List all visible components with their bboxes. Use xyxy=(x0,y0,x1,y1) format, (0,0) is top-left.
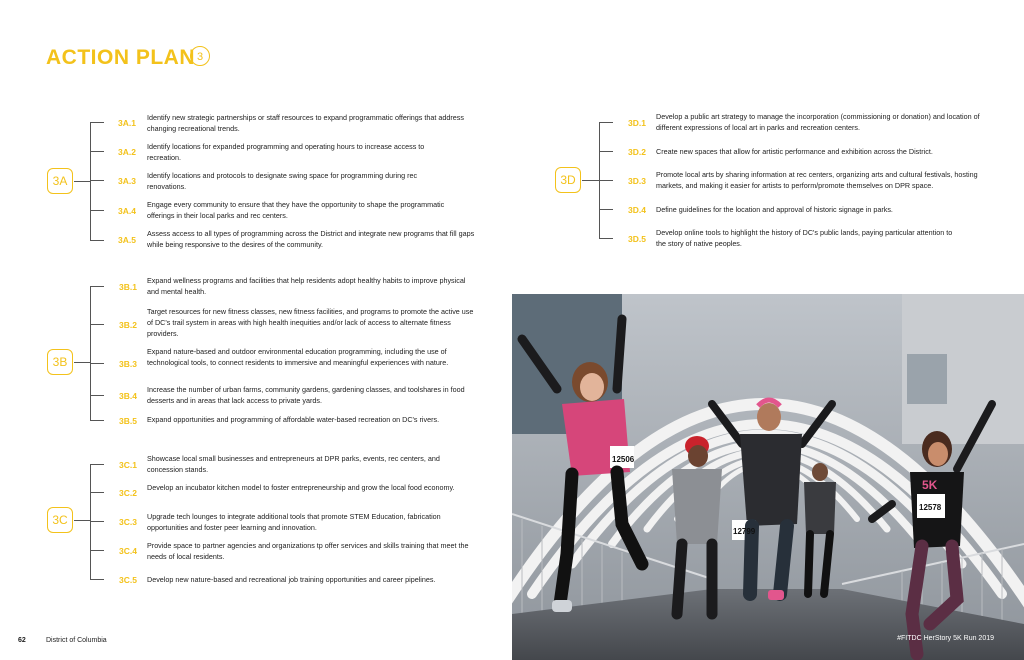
item-code: 3A.3 xyxy=(118,176,136,186)
item-text: Identify locations and protocols to designate swing space for programming during rec renovations. xyxy=(147,171,418,191)
section-badge-3d: 3D xyxy=(555,167,581,193)
item-code: 3A.4 xyxy=(118,206,136,216)
bracket-tick xyxy=(90,286,104,287)
item-text: Upgrade tech lounges to integrate additional tools that promote STEM Education, fabrication opportunities and foster peer learning and innovation. xyxy=(147,512,441,532)
bracket-line xyxy=(90,286,91,420)
item-text: Increase the number of urban farms, community gardens, gardening classes, and toolshares in food desserts and in areas that lack access to private yards. xyxy=(147,385,465,405)
section-badge-3c: 3C xyxy=(47,507,73,533)
item-text: Expand wellness programs and facilities that help residents adopt healthy habits to improve physical and mental health. xyxy=(147,276,466,296)
bracket-tick xyxy=(90,395,104,396)
page-number: 62 xyxy=(18,637,26,644)
item-text: Engage every community to ensure that they have the opportunity to shape the programmatic offerings in their local parks and rec centers. xyxy=(147,200,445,220)
page-title: ACTION PLAN xyxy=(46,46,195,69)
bracket-tick xyxy=(90,579,104,580)
bracket-tick xyxy=(90,122,104,123)
bracket-tick xyxy=(90,210,104,211)
item-code: 3D.3 xyxy=(628,176,646,186)
item-code: 3C.1 xyxy=(119,460,137,470)
item-text: Develop new nature-based and recreational job training opportunities and career pipelines. xyxy=(147,575,436,584)
bracket-connector xyxy=(74,181,90,182)
item-code: 3D.2 xyxy=(628,147,646,157)
item-text: Expand opportunities and programming of affordable water-based recreation on DC's rivers. xyxy=(147,415,440,424)
bracket-tick xyxy=(599,238,613,239)
bracket-tick xyxy=(90,464,104,465)
race-photo xyxy=(512,294,1024,660)
item-text: Target resources for new fitness classes, new fitness facilities, and programs to promote the active use of DC's trail system in areas with high health inequities and/or lack of access to alternate fitness providers. xyxy=(147,307,474,338)
item-code: 3A.1 xyxy=(118,118,136,128)
item-code: 3C.3 xyxy=(119,517,137,527)
section-badge-3b: 3B xyxy=(47,349,73,375)
bib-number-center: 12799 xyxy=(733,527,756,536)
bracket-connector xyxy=(74,520,90,521)
item-code: 3A.2 xyxy=(118,147,136,157)
item-code: 3B.1 xyxy=(119,282,137,292)
bib-number-right: 12578 xyxy=(919,503,942,512)
item-text: Provide space to partner agencies and organizations tp offer services and skills training that meet the needs of local residents. xyxy=(147,541,469,561)
item-code: 3B.2 xyxy=(119,320,137,330)
item-text: Showcase local small businesses and entrepreneurs at DPR parks, events, rec centers, and concession stands. xyxy=(147,454,440,474)
item-code: 3D.5 xyxy=(628,234,646,244)
footer-text: District of Columbia xyxy=(46,637,107,644)
item-code: 3C.2 xyxy=(119,488,137,498)
shirt-5k-text: 5K xyxy=(922,478,938,492)
bracket-connector xyxy=(74,362,90,363)
bracket-tick xyxy=(90,151,104,152)
item-text: Develop an incubator kitchen model to foster entrepreneurship and grow the local food economy. xyxy=(147,483,455,492)
item-code: 3C.4 xyxy=(119,546,137,556)
bracket-tick xyxy=(90,363,104,364)
item-code: 3D.1 xyxy=(628,118,646,128)
photo-caption: #FITDC HerStory 5K Run 2019 xyxy=(897,635,994,642)
bracket-tick xyxy=(90,550,104,551)
item-code: 3B.3 xyxy=(119,359,137,369)
item-text: Promote local arts by sharing information at rec centers, organizing arts and cultural festivals, hosting markets, and making it easier for artists to perform/promote themselves on DPR space. xyxy=(656,170,978,190)
section-number-badge: 3 xyxy=(190,46,210,66)
item-text: Develop online tools to highlight the history of DC's public lands, paying particular attention to the story of native peoples. xyxy=(656,228,953,248)
item-text: Define guidelines for the location and approval of historic signage in parks. xyxy=(656,205,893,214)
bracket-tick xyxy=(599,122,613,123)
bracket-tick xyxy=(90,180,104,181)
item-text: Create new spaces that allow for artistic performance and exhibition across the District. xyxy=(656,147,933,156)
section-badge-3a: 3A xyxy=(47,168,73,194)
race-photo-illustration xyxy=(512,294,1024,660)
bib-number-left: 12506 xyxy=(612,455,635,464)
item-code: 3C.5 xyxy=(119,575,137,585)
bracket-tick xyxy=(90,240,104,241)
bracket-line xyxy=(90,122,91,240)
item-text: Assess access to all types of programming across the District and integrate new programs that fill gaps while being responsive to the desires of the community. xyxy=(147,229,475,249)
item-code: 3B.5 xyxy=(119,416,137,426)
item-text: Identify new strategic partnerships or staff resources to expand programmatic offerings that address changing recreational trends. xyxy=(147,113,464,133)
item-text: Develop a public art strategy to manage the incorporation (commissioning or donation) and location of different expressions of local art in parks and recreation centers. xyxy=(656,112,980,132)
item-code: 3D.4 xyxy=(628,205,646,215)
item-text: Identify locations for expanded programming and operating hours to increase access to recreation. xyxy=(147,142,425,162)
bracket-tick xyxy=(90,521,104,522)
bracket-tick xyxy=(599,151,613,152)
bracket-tick xyxy=(599,209,613,210)
bracket-tick xyxy=(90,324,104,325)
bracket-tick xyxy=(599,180,613,181)
item-code: 3A.5 xyxy=(118,235,136,245)
item-code: 3B.4 xyxy=(119,391,137,401)
bracket-tick xyxy=(90,492,104,493)
item-text: Expand nature-based and outdoor environmental education programming, including the use of technological tools, to connect residents to immersive and meaningful experiences with nature. xyxy=(147,347,449,367)
bracket-tick xyxy=(90,420,104,421)
bracket-connector xyxy=(582,180,599,181)
